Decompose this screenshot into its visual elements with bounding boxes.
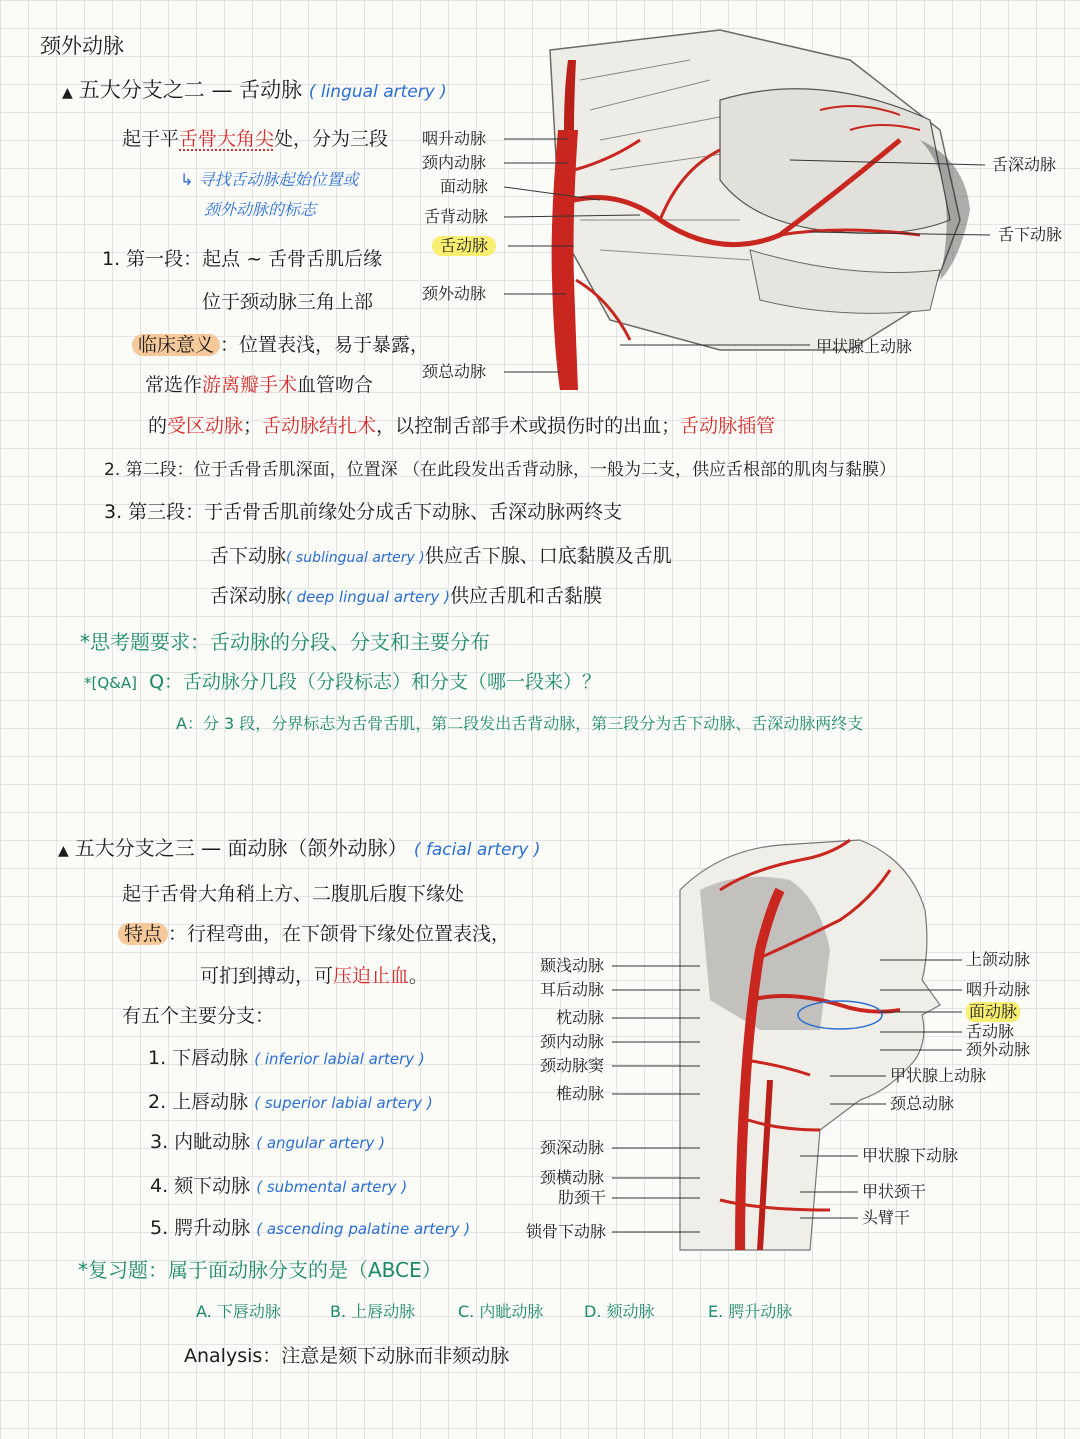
- fig2-label-inferior-thyroid: 甲状腺下动脉: [862, 1146, 959, 1165]
- clinical3-c: ，以控制舌部手术或损伤时的出血；: [376, 415, 681, 437]
- deep-en: ( deep lingual artery ): [286, 588, 451, 606]
- clinical3-b: ；: [243, 415, 263, 437]
- lingual-heading-en: ( lingual artery ): [308, 82, 447, 102]
- fig1-leader-lines: [0, 0, 1080, 420]
- option-e: E. 腭升动脉: [708, 1302, 793, 1321]
- qa-q: Q：舌动脉分几段（分段标志）和分支（哪一段来）？: [149, 671, 602, 693]
- clinical-label: 临床意义: [132, 334, 220, 356]
- thinking-question: *思考题要求：舌动脉的分段、分支和主要分布: [80, 630, 490, 654]
- origin-note-2: 颈外动脉的标志: [204, 200, 317, 219]
- origin-note-1: ↳ 寻找舌动脉起始位置或: [180, 170, 359, 189]
- page-title: 颈外动脉: [40, 34, 124, 58]
- fig2-label-lingual: 舌动脉: [966, 1022, 1015, 1041]
- fig1-label-ascending-pharyngeal: 咽升动脉: [422, 129, 487, 148]
- qa-question: [84, 670, 601, 695]
- origin-text-b: 处，分为三段: [274, 128, 389, 150]
- sublingual-supply: 供应舌下腺、口底黏膜及舌肌: [424, 545, 672, 567]
- option-c: C. 内眦动脉: [458, 1302, 544, 1321]
- fig2-label-maxillary: 上颌动脉: [966, 950, 1031, 969]
- fig2-label-ascending-pharyngeal: 咽升动脉: [966, 980, 1031, 999]
- triangle-bullet-icon: ▲: [58, 843, 69, 859]
- feature2-red: 压迫止血: [333, 965, 410, 987]
- fig2-label-costocervical: 肋颈干: [558, 1188, 607, 1207]
- branch-en: ( inferior labial artery ): [254, 1050, 425, 1068]
- clinical3-red2: 舌动脉结扎术: [262, 415, 377, 437]
- branch-en: ( submental artery ): [256, 1178, 408, 1196]
- fig1-label-common-carotid: 颈总动脉: [422, 362, 487, 381]
- facial-origin: 起于舌骨大角稍上方、二腹肌后腹下缘处: [122, 883, 465, 905]
- clinical2-red: 游离瓣手术: [202, 374, 298, 396]
- origin-red-text: 舌骨大角尖: [179, 128, 275, 150]
- triangle-bullet-icon: ▲: [62, 85, 73, 101]
- deep-cn: 舌深动脉: [210, 585, 287, 607]
- feature2-b: 。: [409, 965, 429, 987]
- fig1-label-facial: 面动脉: [440, 177, 489, 196]
- sublingual-cn: 舌下动脉: [210, 545, 287, 567]
- sublingual-artery: [210, 544, 672, 570]
- facial-heading-en: ( facial artery ): [413, 840, 541, 860]
- branch-cn: 3. 内眦动脉: [150, 1131, 251, 1153]
- fig2-label-superior-thyroid: 甲状腺上动脉: [890, 1066, 987, 1085]
- option-b: B. 上唇动脉: [330, 1302, 416, 1321]
- branch-en: ( superior labial artery ): [254, 1094, 433, 1112]
- fig1-label-sublingual: 舌下动脉: [998, 225, 1063, 244]
- segment-3: 3. 第三段：于舌骨舌肌前缘处分成舌下动脉、舌深动脉两终支: [104, 501, 623, 523]
- segment-2: 2. 第二段：位于舌骨舌肌深面，位置深 （在此段发出舌背动脉，一般为二支，供应舌根部的肌肉与黏膜）: [104, 460, 897, 480]
- fig2-label-internal-carotid: 颈内动脉: [540, 1032, 605, 1051]
- deep-supply: 供应舌肌和舌黏膜: [450, 585, 603, 607]
- branch-cn: 1. 下唇动脉: [148, 1047, 249, 1069]
- clinical2-a: 常选作: [145, 374, 203, 396]
- segment-1-title: 1. 第一段：起点 ~ 舌骨舌肌后缘: [102, 248, 383, 270]
- fig2-label-superficial-temporal: 颞浅动脉: [540, 956, 605, 975]
- qa-answer: A：分 3 段，分界标志为舌骨舌肌，第二段发出舌背动脉，第三段分为舌下动脉、舌深动脉两终支: [176, 714, 864, 733]
- fig2-label-common-carotid: 颈总动脉: [890, 1094, 955, 1113]
- fig2-label-posterior-auricular: 耳后动脉: [540, 980, 605, 999]
- fig2-label-deep-cervical: 颈深动脉: [540, 1138, 605, 1157]
- clinical-text: ：位置表浅，易于暴露，: [220, 334, 430, 356]
- fig1-label-internal-carotid: 颈内动脉: [422, 153, 487, 172]
- clinical3-a: 的: [148, 415, 168, 437]
- fig1-label-deep-lingual: 舌深动脉: [992, 155, 1057, 174]
- fig2-label-transverse-cervical: 颈横动脉: [540, 1168, 605, 1187]
- feature-label: 特点: [118, 923, 168, 945]
- fig2-label-occipital: 枕动脉: [556, 1008, 605, 1027]
- lingual-heading-text: 五大分支之二 — 舌动脉: [78, 78, 303, 102]
- deep-lingual-artery: [210, 584, 602, 609]
- branch-en: ( angular artery ): [256, 1134, 385, 1152]
- branch-cn: 5. 腭升动脉: [150, 1217, 251, 1239]
- fig1-label-lingual: 舌动脉: [432, 236, 496, 256]
- fig2-label-external-carotid: 颈外动脉: [966, 1040, 1031, 1059]
- branch-cn: 2. 上唇动脉: [148, 1091, 249, 1113]
- clinical2-b: 血管吻合: [297, 374, 374, 396]
- fig1-label-external-carotid: 颈外动脉: [422, 284, 487, 303]
- qa-tag: *[Q&A]: [84, 674, 137, 692]
- option-d: D. 颏动脉: [584, 1302, 655, 1321]
- branches-title: 有五个主要分支：: [122, 1005, 275, 1027]
- facial-heading: [58, 836, 541, 863]
- fig2-label-facial: 面动脉: [966, 1002, 1020, 1022]
- fig2-label-subclavian: 锁骨下动脉: [526, 1222, 607, 1241]
- segment-1-location: 位于颈动脉三角上部: [202, 291, 374, 313]
- fig2-label-vertebral: 椎动脉: [556, 1084, 605, 1103]
- branch-en: ( ascending palatine artery ): [256, 1220, 471, 1238]
- clinical3-red3: 舌动脉插管: [680, 415, 776, 437]
- option-a: A. 下唇动脉: [196, 1302, 281, 1321]
- branch-cn: 4. 颏下动脉: [150, 1175, 251, 1197]
- fig2-label-carotid-sinus: 颈动脉窦: [540, 1056, 605, 1075]
- fig2-label-thyrocervical: 甲状颈干: [862, 1182, 927, 1201]
- analysis: Analysis：注意是颏下动脉而非颏动脉: [184, 1345, 510, 1367]
- review-question: *复习题：属于面动脉分支的是（ABCE）: [78, 1258, 442, 1282]
- feature-text: ：行程弯曲，在下颌骨下缘处位置表浅，: [168, 923, 511, 945]
- feature2-a: 可扪到搏动，可: [200, 965, 334, 987]
- fig2-label-brachiocephalic: 头臂干: [862, 1208, 911, 1227]
- fig1-label-dorsal-lingual: 舌背动脉: [424, 207, 489, 226]
- origin-text-a: 起于平: [122, 128, 180, 150]
- fig1-label-superior-thyroid: 甲状腺上动脉: [816, 337, 913, 356]
- facial-heading-text: 五大分支之三 — 面动脉（颌外动脉）: [74, 836, 408, 860]
- clinical3-red1: 受区动脉: [167, 415, 244, 437]
- sublingual-en: ( sublingual artery ): [286, 550, 425, 566]
